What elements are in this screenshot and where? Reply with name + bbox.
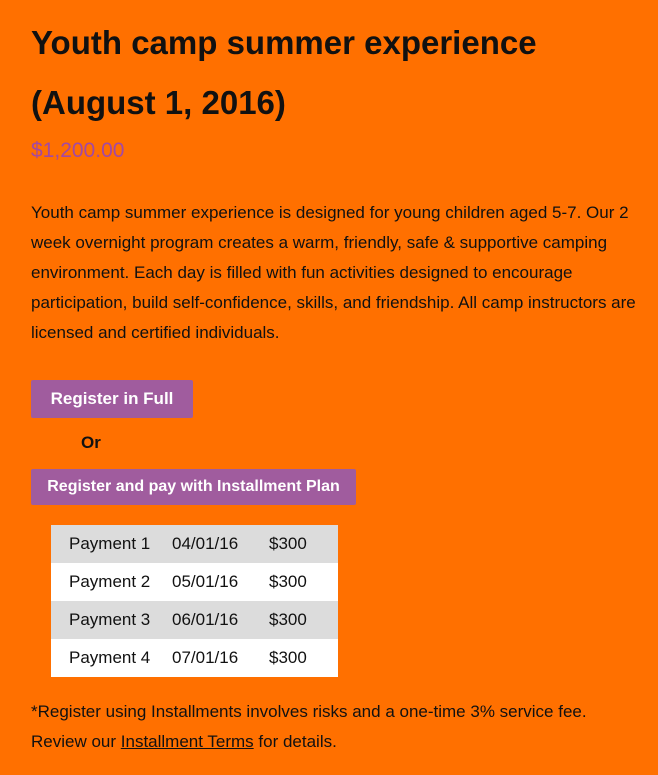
payment-date: 04/01/16: [172, 525, 269, 563]
table-row: [51, 601, 338, 639]
product-content: [31, 0, 643, 751]
note-text-after: for details.: [253, 732, 337, 751]
payment-date: 06/01/16: [172, 601, 269, 639]
product-description: Youth camp summer experience is designed for young children aged 5-7. Our 2 week overnight program creates a warm, friendly, safe & supportive camping environment. Each day is filled with fun activities designed to encourage participation, build self-confidence, skills, and friendship. All camp instructors are licensed and certified individuals.: [31, 203, 636, 342]
payment-name: Payment 3: [51, 601, 172, 639]
product-price: $1,200.00: [31, 139, 125, 162]
installment-note: [31, 697, 643, 757]
payment-name: Payment 4: [51, 639, 172, 677]
or-separator: Or: [81, 433, 101, 452]
product-title: [31, 13, 643, 133]
payment-name: Payment 2: [51, 563, 172, 601]
payment-name: Payment 1: [51, 525, 172, 563]
installment-terms-link[interactable]: Installment Terms: [120, 732, 254, 751]
installment-schedule-table: [51, 525, 338, 677]
table-row: [51, 563, 338, 601]
product-title-line1: Youth camp summer experience: [31, 24, 537, 61]
note-text-before: *Register using Installments involves risks and a one-time 3% service fee. Review our: [31, 702, 587, 751]
payment-amount: $300: [269, 525, 338, 563]
table-row: [51, 525, 338, 563]
payment-date: 07/01/16: [172, 639, 269, 677]
table-row: [51, 639, 338, 677]
register-installment-button[interactable]: Register and pay with Installment Plan: [31, 469, 356, 505]
payment-date: 05/01/16: [172, 563, 269, 601]
register-in-full-button[interactable]: Register in Full: [31, 380, 193, 418]
product-title-line2: (August 1, 2016): [31, 84, 286, 121]
payment-amount: $300: [269, 601, 338, 639]
payment-amount: $300: [269, 639, 338, 677]
payment-amount: $300: [269, 563, 338, 601]
